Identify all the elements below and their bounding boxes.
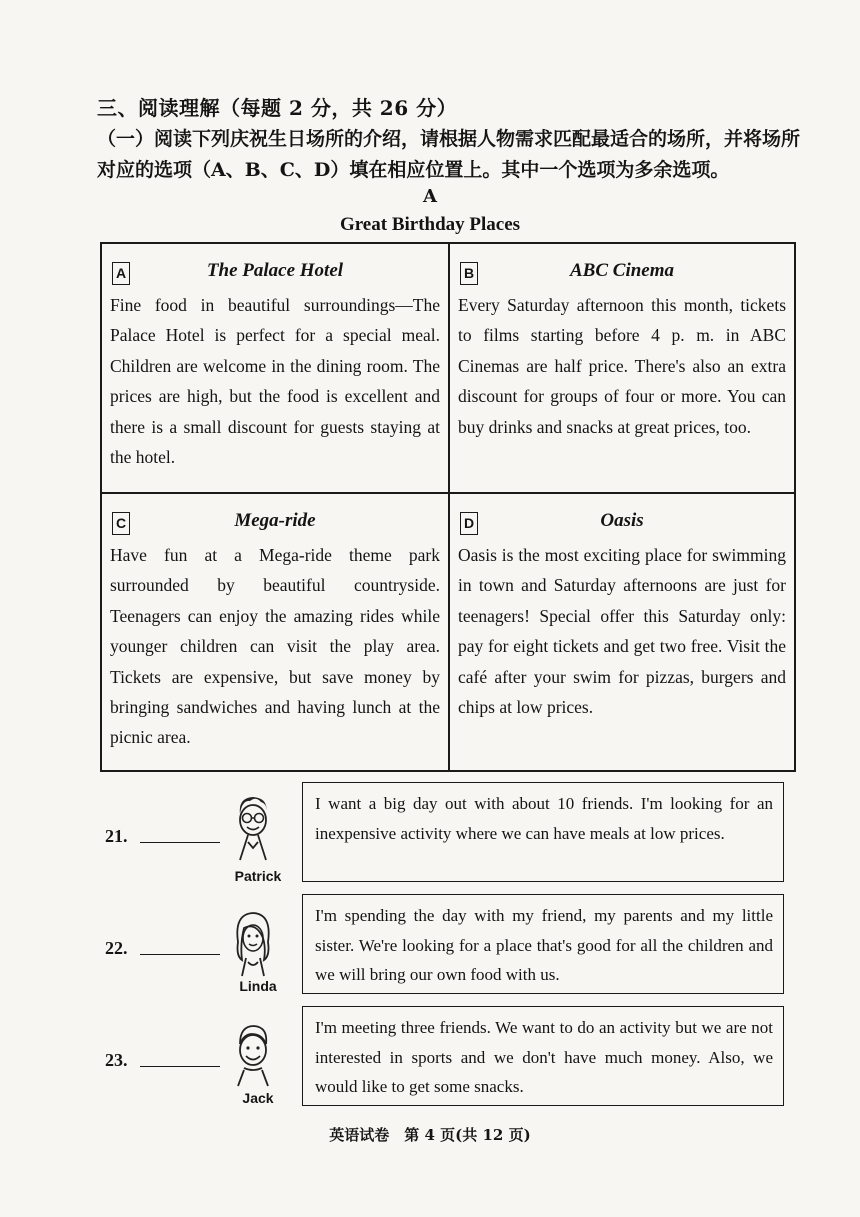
boy-with-glasses-icon (228, 792, 278, 862)
passage-title: Great Birthday Places (339, 214, 521, 235)
section-instruction: （一）阅读下列庆祝生日场所的介绍，请根据人物需求匹配最适合的场所，并将场所对应的选项（A、B、C、D）填在相应位置上。其中一个选项为多余选项。 (97, 128, 801, 181)
option-letter-box: C (112, 512, 130, 535)
place-name: Mega-ride (234, 510, 316, 531)
place-description: Every Saturday afternoon this month, tickets to films starting before 4 p. m. in ABC Cinemas are half price. There's also an extra discount for groups of four or more. You can buy drinks and snacks at great prices, too. (458, 295, 786, 437)
girl-icon (228, 908, 278, 978)
person-name: Jack (242, 1090, 274, 1106)
place-card-c (102, 492, 448, 770)
question-number: 22. (105, 938, 128, 958)
option-letter-box: A (112, 262, 130, 285)
place-description: Fine food in beautiful surroundings—The Palace Hotel is perfect for a special meal. Children are welcome in the dining room. The prices are high, but the food is excellent and there is a small discount for guests staying at the hotel. (110, 295, 440, 468)
place-card-a (102, 244, 448, 492)
place-description: Have fun at a Mega-ride theme park surrounded by beautiful countryside. Teenagers can enjoy the amazing rides while younger children can visit the play area. Tickets are expensive, but save money by bringing sandwiches and having lunch at the picnic area. (110, 545, 440, 748)
place-name: ABC Cinema (570, 260, 674, 281)
section-title: 三、阅读理解（每题 2 分，共 26 分） (97, 96, 458, 120)
answer-blank[interactable] (140, 1066, 220, 1067)
request-box (302, 1006, 784, 1106)
question-21 (100, 782, 790, 886)
request-box (302, 894, 784, 994)
question-number: 21. (105, 826, 128, 846)
question-22 (100, 894, 790, 996)
request-text: I'm meeting three friends. We want to do an activity but we are not interested in sports and we don't have much money. Also, we would like to get some snacks. (315, 1018, 773, 1096)
place-name: The Palace Hotel (206, 260, 344, 281)
request-text: I'm spending the day with my friend, my parents and my little sister. We're looking for a place that's good for all the children and we will bring our own food with us. (315, 906, 773, 984)
request-box (302, 782, 784, 882)
person-name: Patrick (234, 868, 282, 884)
place-card-b (448, 244, 794, 492)
place-name: Oasis (600, 510, 644, 531)
question-number: 23. (105, 1050, 128, 1070)
place-card-d (448, 492, 794, 770)
boy-icon (228, 1020, 278, 1090)
answer-blank[interactable] (140, 954, 220, 955)
request-text: I want a big day out with about 10 friends. I'm looking for an inexpensive activity where we can have meals at low prices. (315, 794, 773, 843)
place-description: Oasis is the most exciting place for swimming in town and Saturday afternoons are just for teenagers! Special offer this Saturday only: pay for eight tickets and get two free. Visit the café after your swim for pizzas, burgers and chips at low prices. (458, 545, 786, 718)
places-grid (100, 242, 796, 772)
question-23 (100, 1006, 790, 1110)
option-letter-box: D (460, 512, 478, 535)
answer-blank[interactable] (140, 842, 220, 843)
passage-letter: A (423, 186, 437, 207)
page-footer: 英语试卷 第 4 页(共 12 页) (329, 1126, 531, 1144)
person-name: Linda (239, 978, 277, 994)
option-letter-box: B (460, 262, 478, 285)
